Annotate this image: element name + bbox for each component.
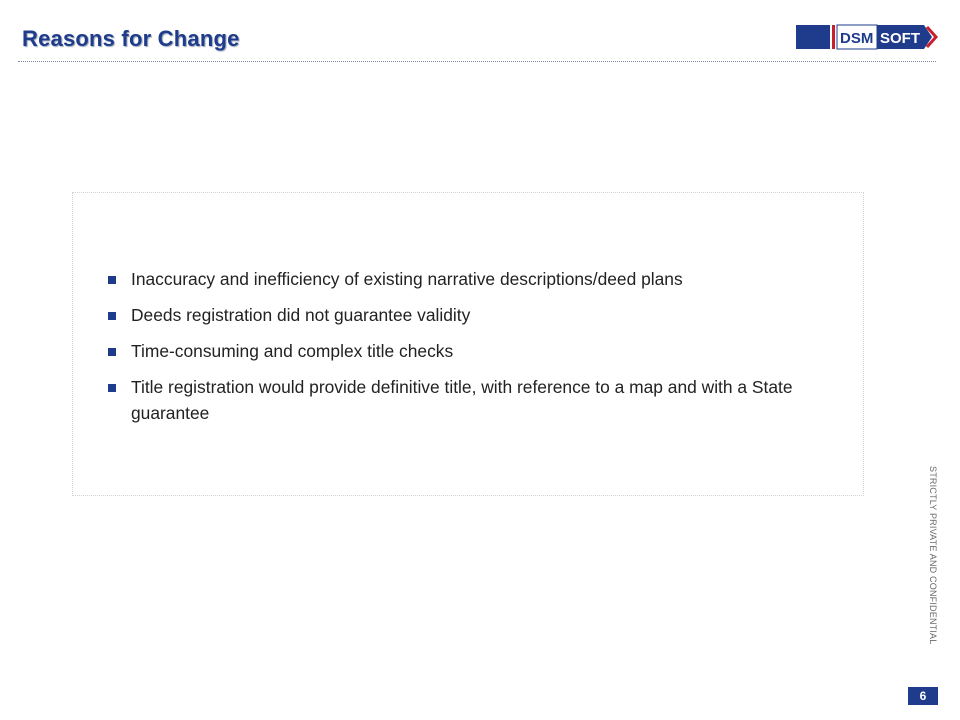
page-number-badge: 6	[908, 687, 938, 705]
bullet-square-icon	[108, 312, 116, 320]
bullet-list	[107, 266, 827, 436]
bullet-square-icon	[108, 348, 116, 356]
list-item	[107, 338, 827, 364]
dsmsoft-logo-icon	[796, 24, 942, 50]
bullet-text: Inaccuracy and inefficiency of existing narrative descriptions/deed plans	[131, 269, 683, 289]
page-title: Reasons for Change	[22, 26, 240, 51]
bullet-square-icon	[108, 384, 116, 392]
bullet-text: Title registration would provide definitive title, with reference to a map and with a State guarantee	[131, 377, 793, 423]
list-item	[107, 266, 827, 292]
bullet-text: Deeds registration did not guarantee validity	[131, 305, 471, 325]
content-panel	[72, 192, 864, 496]
list-item	[107, 374, 827, 426]
logo-text-dsm: DSM	[840, 30, 874, 47]
company-logo	[796, 24, 942, 50]
confidentiality-notice: STRICTLY PRIVATE AND CONFIDENTIAL	[928, 466, 938, 645]
logo-text-soft: SOFT	[880, 30, 920, 47]
bullet-text: Time-consuming and complex title checks	[131, 341, 454, 361]
list-item	[107, 302, 827, 328]
title-divider	[18, 61, 936, 62]
bullet-square-icon	[108, 276, 116, 284]
